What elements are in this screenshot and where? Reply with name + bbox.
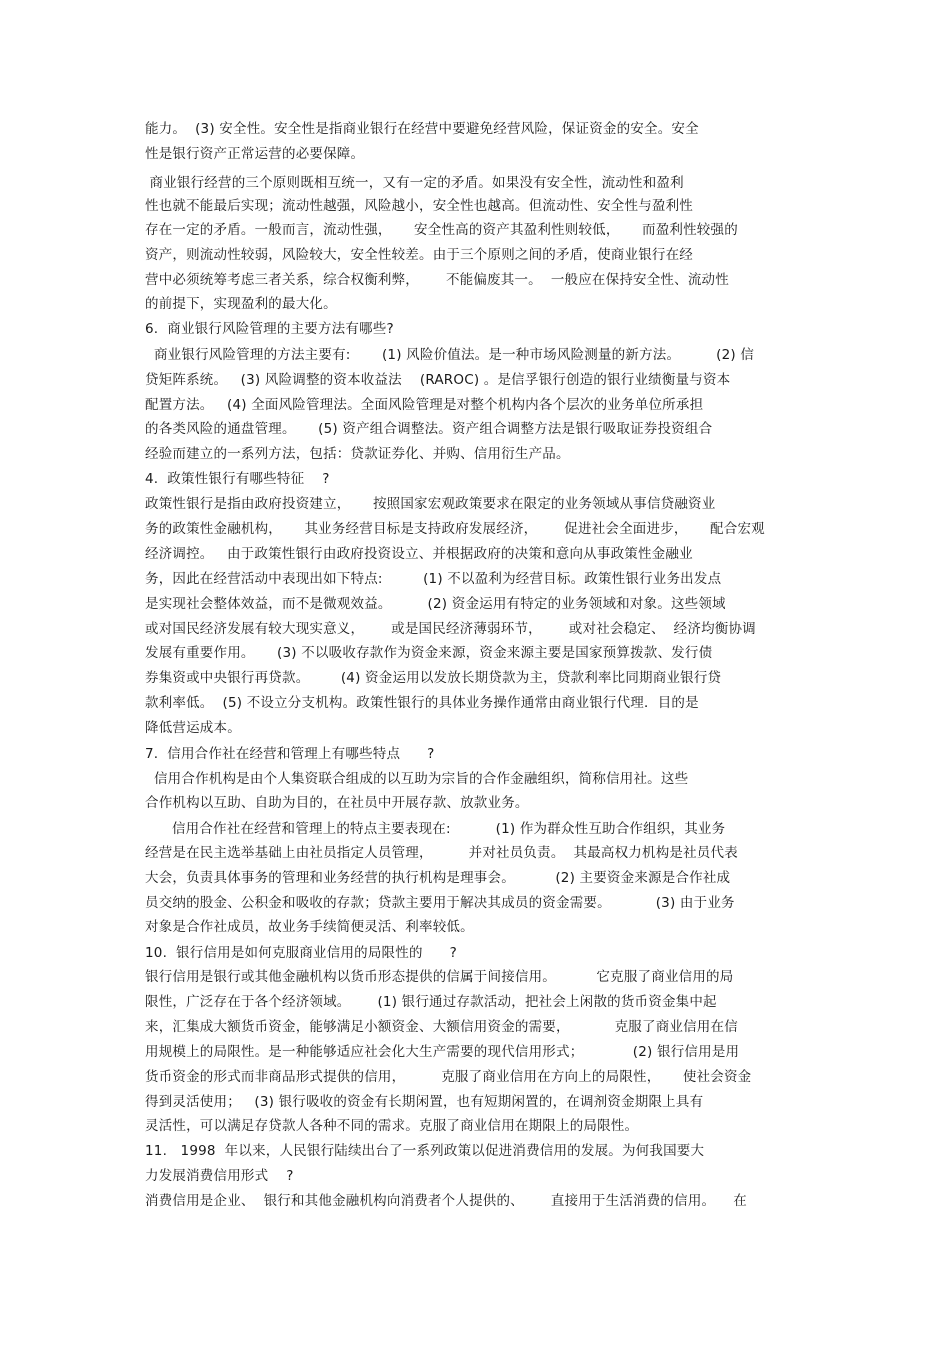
text-line: 降低营运成本。 — [145, 720, 241, 736]
text-line: 用规模上的局限性。是一种能够适应社会化大生产需要的现代信用形式； (2) 银行信用是用 — [145, 1044, 740, 1060]
text-line: 配置方法。 (4) 全面风险管理法。全面风险管理是对整个机构内各个层次的业务单位所承担 — [145, 397, 704, 413]
text-line: 发展有重要作用。 (3) 不以吸收存款作为资金来源，资金来源主要是国家预算拨款、发行债 — [145, 645, 713, 661]
text-line: 信用合作社在经营和管理上的特点主要表现在: (1) 作为群众性互助合作组织，其业务 — [145, 821, 726, 837]
text-line: 务，因此在经营活动中表现出如下特点: (1) 不以盈利为经营目标。政策性银行业务出发点 — [145, 571, 722, 587]
section-heading: 11. 1998 年以来，人民银行陆续出台了一系列政策以促进消费信用的发展。为何我国要大 — [145, 1143, 705, 1159]
text-line: 来，汇集成大额货币资金，能够满足小额资金、大额信用资金的需要， 克服了商业信用在信 — [145, 1019, 738, 1035]
text-line: 的前提下，实现盈利的最大化。 — [145, 296, 337, 312]
section-heading: 力发展消费信用形式 ? — [145, 1168, 294, 1184]
text-line: 是实现社会整体效益，而不是微观效益。 (2) 资金运用有特定的业务领域和对象。这些领域 — [145, 596, 726, 612]
text-line: 灵活性，可以满足存贷款人各种不同的需求。克服了商业信用在期限上的局限性。 — [145, 1118, 639, 1134]
section-heading: 10. 银行信用是如何克服商业信用的局限性的 ? — [145, 945, 457, 961]
text-line: 存在一定的矛盾。一般而言，流动性强， 安全性高的资产其盈利性则较低， 而盈利性较强的 — [145, 222, 738, 238]
text-line: 能力。 (3) 安全性。安全性是指商业银行在经营中要避免经营风险，保证资金的安全。安全 — [145, 121, 699, 137]
text-line: 或对国民经济发展有较大现实意义， 或是国民经济薄弱环节， 或对社会稳定、 经济均衡协调 — [145, 621, 756, 637]
section-heading: 6. 商业银行风险管理的主要方法有哪些? — [145, 321, 394, 337]
text-line: 务的政策性金融机构， 其业务经营目标是支持政府发展经济， 促进社会全面进步， 配合宏观 — [145, 521, 765, 537]
text-line: 商业银行经营的三个原则既相互统一，又有一定的矛盾。如果没有安全性，流动性和盈利 — [145, 175, 684, 191]
text-line: 性是银行资产正常运营的必要保障。 — [145, 146, 365, 162]
text-line: 款利率低。 (5) 不设立分支机构。政策性银行的具体业务操作通常由商业银行代理．目的是 — [145, 695, 699, 711]
text-line: 商业银行风险管理的方法主要有: (1) 风险价值法。是一种市场风险测量的新方法。 (2) 信 — [145, 347, 755, 363]
section-heading: 7. 信用合作社在经营和管理上有哪些特点 ? — [145, 746, 435, 762]
text-line: 经验而建立的一系列方法，包括：贷款证券化、并购、信用衍生产品。 — [145, 446, 570, 462]
text-line: 消费信用是企业、 银行和其他金融机构向消费者个人提供的、 直接用于生活消费的信用。 在 — [145, 1193, 747, 1209]
text-line: 经营是在民主选举基础上由社员指定人员管理， 并对社员负责。 其最高权力机构是社员代表 — [145, 845, 738, 861]
text-line: 的各类风险的通盘管理。 (5) 资产组合调整法。资产组合调整方法是银行吸取证券投资组合 — [145, 421, 713, 437]
text-line: 经济调控。 由于政策性银行由政府投资设立、并根据政府的决策和意向从事政策性金融业 — [145, 546, 693, 562]
text-line: 政策性银行是指由政府投资建立， 按照国家宏观政策要求在限定的业务领域从事信贷融资业 — [145, 496, 716, 512]
text-line: 银行信用是银行或其他金融机构以货币形态提供的信属于间接信用。 它克服了商业信用的局 — [145, 969, 734, 985]
text-line: 员交纳的股金、公积金和吸收的存款；贷款主要用于解决其成员的资金需要。 (3) 由于业务 — [145, 895, 735, 911]
text-line: 对象是合作社成员，故业务手续简便灵活、利率较低。 — [145, 919, 474, 935]
text-line: 券集资或中央银行再贷款。 (4) 资金运用以发放长期贷款为主，贷款利率比同期商业银行贷 — [145, 670, 722, 686]
text-line: 性也就不能最后实现；流动性越强，风险越小，安全性也越高。但流动性、安全性与盈利性 — [145, 198, 693, 214]
text-line: 营中必须统筹考虑三者关系，综合权衡利弊， 不能偏废其一。 一般应在保持安全性、流动性 — [145, 272, 729, 288]
text-line: 限性，广泛存在于各个经济领域。 (1) 银行通过存款活动，把社会上闲散的货币资金集中起 — [145, 994, 717, 1010]
text-line: 合作机构以互助、自助为目的，在社员中开展存款、放款业务。 — [145, 795, 529, 811]
text-line: 得到灵活使用； (3) 银行吸收的资金有长期闲置，也有短期闲置的，在调剂资金期限上具有 — [145, 1094, 704, 1110]
section-heading: 4. 政策性银行有哪些特征 ? — [145, 471, 330, 487]
text-line: 资产，则流动性较弱，风险较大，安全性较差。由于三个原则之间的矛盾，使商业银行在经 — [145, 247, 693, 263]
text-line: 大会，负责具体事务的管理和业务经营的执行机构是理事会。 (2) 主要资金来源是合作社成 — [145, 870, 731, 886]
text-line: 货币资金的形式而非商品形式提供的信用， 克服了商业信用在方向上的局限性， 使社会资金 — [145, 1069, 752, 1085]
text-line: 信用合作机构是由个人集资联合组成的以互助为宗旨的合作金融组织，简称信用社。这些 — [145, 771, 689, 787]
text-line: 贷矩阵系统。 (3) 风险调整的资本收益法 (RAROC) 。是信孚银行创造的银行业绩衡量与资本 — [145, 372, 731, 388]
